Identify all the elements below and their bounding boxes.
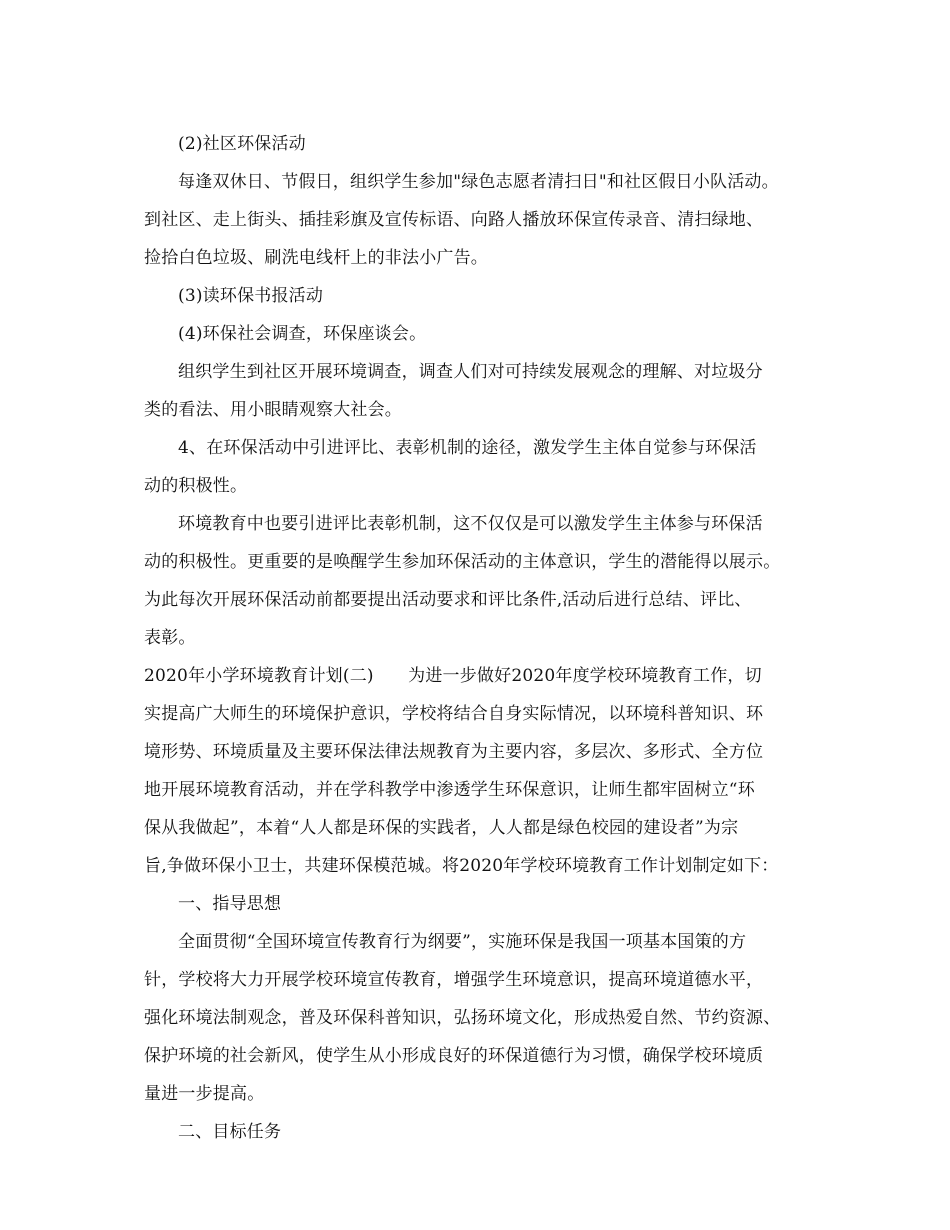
paragraph-line: 保从我做起”，本着“人人都是环保的实践者，人人都是绿色校园的建设者”为宗 (144, 818, 739, 838)
paragraph-line: 组织学生到社区开展环境调查，调查人们对可持续发展观念的理解、对垃圾分 (178, 362, 763, 382)
heading-community-activity: (2)社区环保活动 (178, 134, 306, 154)
heading-social-survey: (4)环保社会调查，环保座谈会。 (178, 324, 427, 344)
paragraph-line: 表彰。 (144, 628, 196, 648)
paragraph-line: 类的看法、用小眼睛观察大社会。 (144, 400, 402, 420)
paragraph-line: 保护环境的社会新风，使学生从小形成良好的环保道德行为习惯，确保学校环境质 (144, 1046, 764, 1066)
paragraph-line: 全面贯彻“全国环境宣传教育行为纲要”，实施环保是我国一项基本国策的方 (178, 932, 747, 952)
paragraph-line: 针，学校将大力开展学校环境宣传教育，增强学生环境意识，提高环境道德水平， (144, 970, 764, 990)
paragraph-line: 强化环境法制观念，普及环保科普知识，弘扬环境文化，形成热爱自然、节约资源、 (144, 1008, 781, 1028)
paragraph-line: 量进一步提高。 (144, 1084, 265, 1104)
paragraph-line: 捡拾白色垃圾、刷洗电线杆上的非法小广告。 (144, 248, 488, 268)
paragraph-line: 环境教育中也要引进评比表彰机制，这不仅仅是可以激发学生主体参与环保活 (178, 514, 763, 534)
heading-guiding-ideology: 一、指导思想 (178, 894, 282, 914)
heading-reading-activity: (3)读环保书报活动 (178, 286, 324, 306)
paragraph-line: 地开展环境教育活动，并在学科教学中渗透学生环保意识，让师生都牢固树立“环 (144, 780, 755, 800)
paragraph-line: 境形势、环境质量及主要环保法律法规教育为主要内容，多层次、多形式、全方位 (144, 742, 764, 762)
paragraph-line: 为此每次开展环保活动前都要提出活动要求和评比条件,活动后进行总结、评比、 (144, 590, 752, 610)
paragraph-line: 旨,争做环保小卫士，共建环保模范城。将2020年学校环境教育工作计划制定如下： (144, 856, 779, 876)
paragraph-line: 每逢双休日、节假日，组织学生参加"绿色志愿者清扫日"和社区假日小队活动。 (178, 172, 779, 192)
heading-evaluation-mechanism: 4、在环保活动中引进评比、表彰机制的途径，激发学生主体自觉参与环保活 (178, 438, 757, 458)
paragraph-line: 动的积极性。 (144, 476, 248, 496)
paragraph-line: 动的积极性。更重要的是唤醒学生参加环保活动的主体意识，学生的潜能得以展示。 (144, 552, 781, 572)
section-title-line: 2020年小学环境教育计划(二) 为进一步做好2020年度学校环境教育工作，切 (144, 666, 762, 686)
paragraph-line: 实提高广大师生的环境保护意识，学校将结合自身实际情况，以环境科普知识、环 (144, 704, 764, 724)
heading-goals-tasks: 二、目标任务 (178, 1122, 282, 1142)
paragraph-line: 到社区、走上街头、插挂彩旗及宣传标语、向路人播放环保宣传录音、清扫绿地、 (144, 210, 764, 230)
